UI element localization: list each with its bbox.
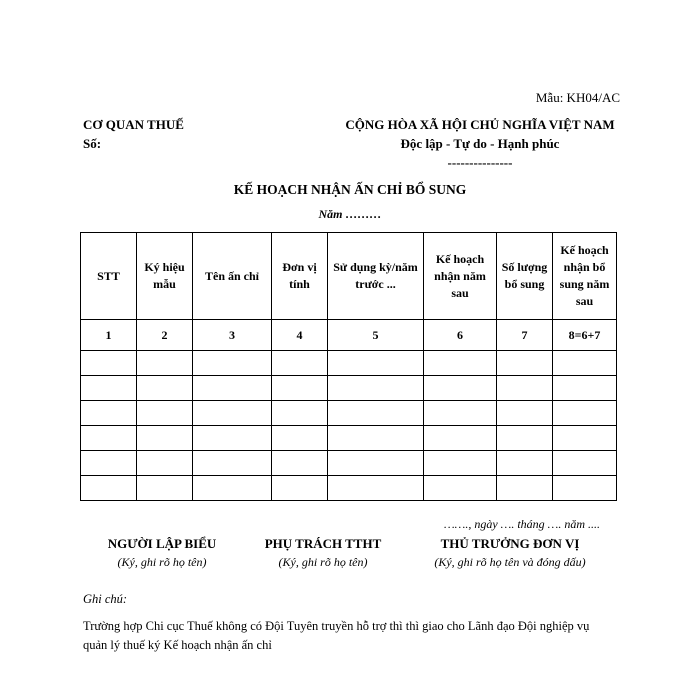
signature-unit-head [410, 536, 610, 570]
col-header-previous-usage: Sử dụng kỳ/năm trước ... [328, 233, 424, 320]
table-cell [424, 376, 497, 401]
table-cell [137, 426, 193, 451]
table-cell [193, 376, 272, 401]
signature-preparer [92, 536, 232, 570]
table-cell [424, 401, 497, 426]
table-cell [81, 426, 137, 451]
table-cell [193, 351, 272, 376]
table-cell [81, 376, 137, 401]
table-cell [497, 451, 553, 476]
column-number: 7 [497, 320, 553, 351]
table-cell [272, 376, 328, 401]
agency-name: CƠ QUAN THUẾ [83, 117, 184, 132]
table-cell [497, 401, 553, 426]
table-cell [81, 351, 137, 376]
column-number: 1 [81, 320, 137, 351]
signature-subtitle: (Ký, ghi rõ họ tên) [117, 555, 207, 569]
column-number: 2 [137, 320, 193, 351]
note-title: Ghi chú: [83, 592, 128, 606]
table-cell [272, 401, 328, 426]
table-row [81, 376, 617, 401]
nation-name: CỘNG HÒA XÃ HỘI CHỦ NGHĨA VIỆT NAM [345, 117, 615, 132]
agency-block [83, 115, 184, 153]
column-number: 4 [272, 320, 328, 351]
motto-separator: --------------- [447, 155, 513, 170]
table-cell [424, 451, 497, 476]
table-cell [424, 476, 497, 501]
table-row [81, 476, 617, 501]
table-header-row [81, 233, 617, 320]
table-cell [553, 476, 617, 501]
nation-motto: Độc lập - Tự do - Hạnh phúc [400, 136, 560, 151]
table-cell [497, 376, 553, 401]
table-cell [137, 476, 193, 501]
signature-ttht-head [248, 536, 398, 570]
note-body: Trường hợp Chi cục Thuế không có Đội Tuyên truyền hỗ trợ thì thì giao cho Lãnh đạo Đội nghiệp vụ quản lý thuế ký Kế hoạch nhận ấn chỉ [83, 619, 590, 652]
table-cell [497, 426, 553, 451]
table-cell [193, 476, 272, 501]
table-cell [328, 426, 424, 451]
document-title: KẾ HOẠCH NHẬN ẤN CHỈ BỔ SUNG [233, 182, 467, 197]
table-cell [272, 476, 328, 501]
table-cell [424, 351, 497, 376]
col-header-additional-plan: Kế hoạch nhận bổ sung năm sau [553, 233, 617, 320]
year-line: Năm ……… [318, 207, 382, 221]
table-cell [272, 426, 328, 451]
col-header-additional-qty: Số lượng bổ sung [497, 233, 553, 320]
table-cell [272, 351, 328, 376]
date-line: ……., ngày …. tháng …. năm .... [443, 517, 600, 531]
table-cell [193, 426, 272, 451]
table-row [81, 451, 617, 476]
table-cell [81, 451, 137, 476]
col-header-form-symbol: Ký hiệu mẫu [137, 233, 193, 320]
form-code: Mẫu: KH04/AC [535, 90, 620, 105]
table-cell [81, 476, 137, 501]
table-cell [553, 376, 617, 401]
table-cell [193, 401, 272, 426]
table-cell [328, 401, 424, 426]
table-cell [424, 426, 497, 451]
table-cell [328, 476, 424, 501]
column-number: 6 [424, 320, 497, 351]
table-cell [272, 451, 328, 476]
table-cell [137, 351, 193, 376]
table-cell [553, 451, 617, 476]
signature-title: NGƯỜI LẬP BIỂU [107, 536, 217, 551]
table-row [81, 351, 617, 376]
plan-table [80, 232, 617, 501]
table-cell [137, 376, 193, 401]
col-header-unit: Đơn vị tính [272, 233, 328, 320]
column-number: 8=6+7 [553, 320, 617, 351]
table-cell [328, 451, 424, 476]
signature-subtitle: (Ký, ghi rõ họ tên) [278, 555, 368, 569]
document-number-label: Số: [83, 136, 102, 151]
col-header-item-name: Tên ấn chỉ [193, 233, 272, 320]
column-number: 5 [328, 320, 424, 351]
table-cell [137, 401, 193, 426]
table-cell [553, 401, 617, 426]
table-cell [137, 451, 193, 476]
table-cell [328, 351, 424, 376]
table-cell [193, 451, 272, 476]
table-row [81, 401, 617, 426]
column-number-row [81, 320, 617, 351]
table-cell [553, 426, 617, 451]
table-cell [328, 376, 424, 401]
signature-subtitle: (Ký, ghi rõ họ tên và đóng dấu) [434, 555, 586, 569]
national-header [270, 115, 690, 172]
signature-title: THỦ TRƯỞNG ĐƠN VỊ [440, 536, 580, 551]
col-header-next-year-plan: Kế hoạch nhận năm sau [424, 233, 497, 320]
column-number: 3 [193, 320, 272, 351]
table-cell [553, 351, 617, 376]
col-header-stt: STT [81, 233, 137, 320]
signature-title: PHỤ TRÁCH TTHT [264, 536, 382, 551]
table-row [81, 426, 617, 451]
table-cell [497, 476, 553, 501]
table-cell [81, 401, 137, 426]
table-cell [497, 351, 553, 376]
